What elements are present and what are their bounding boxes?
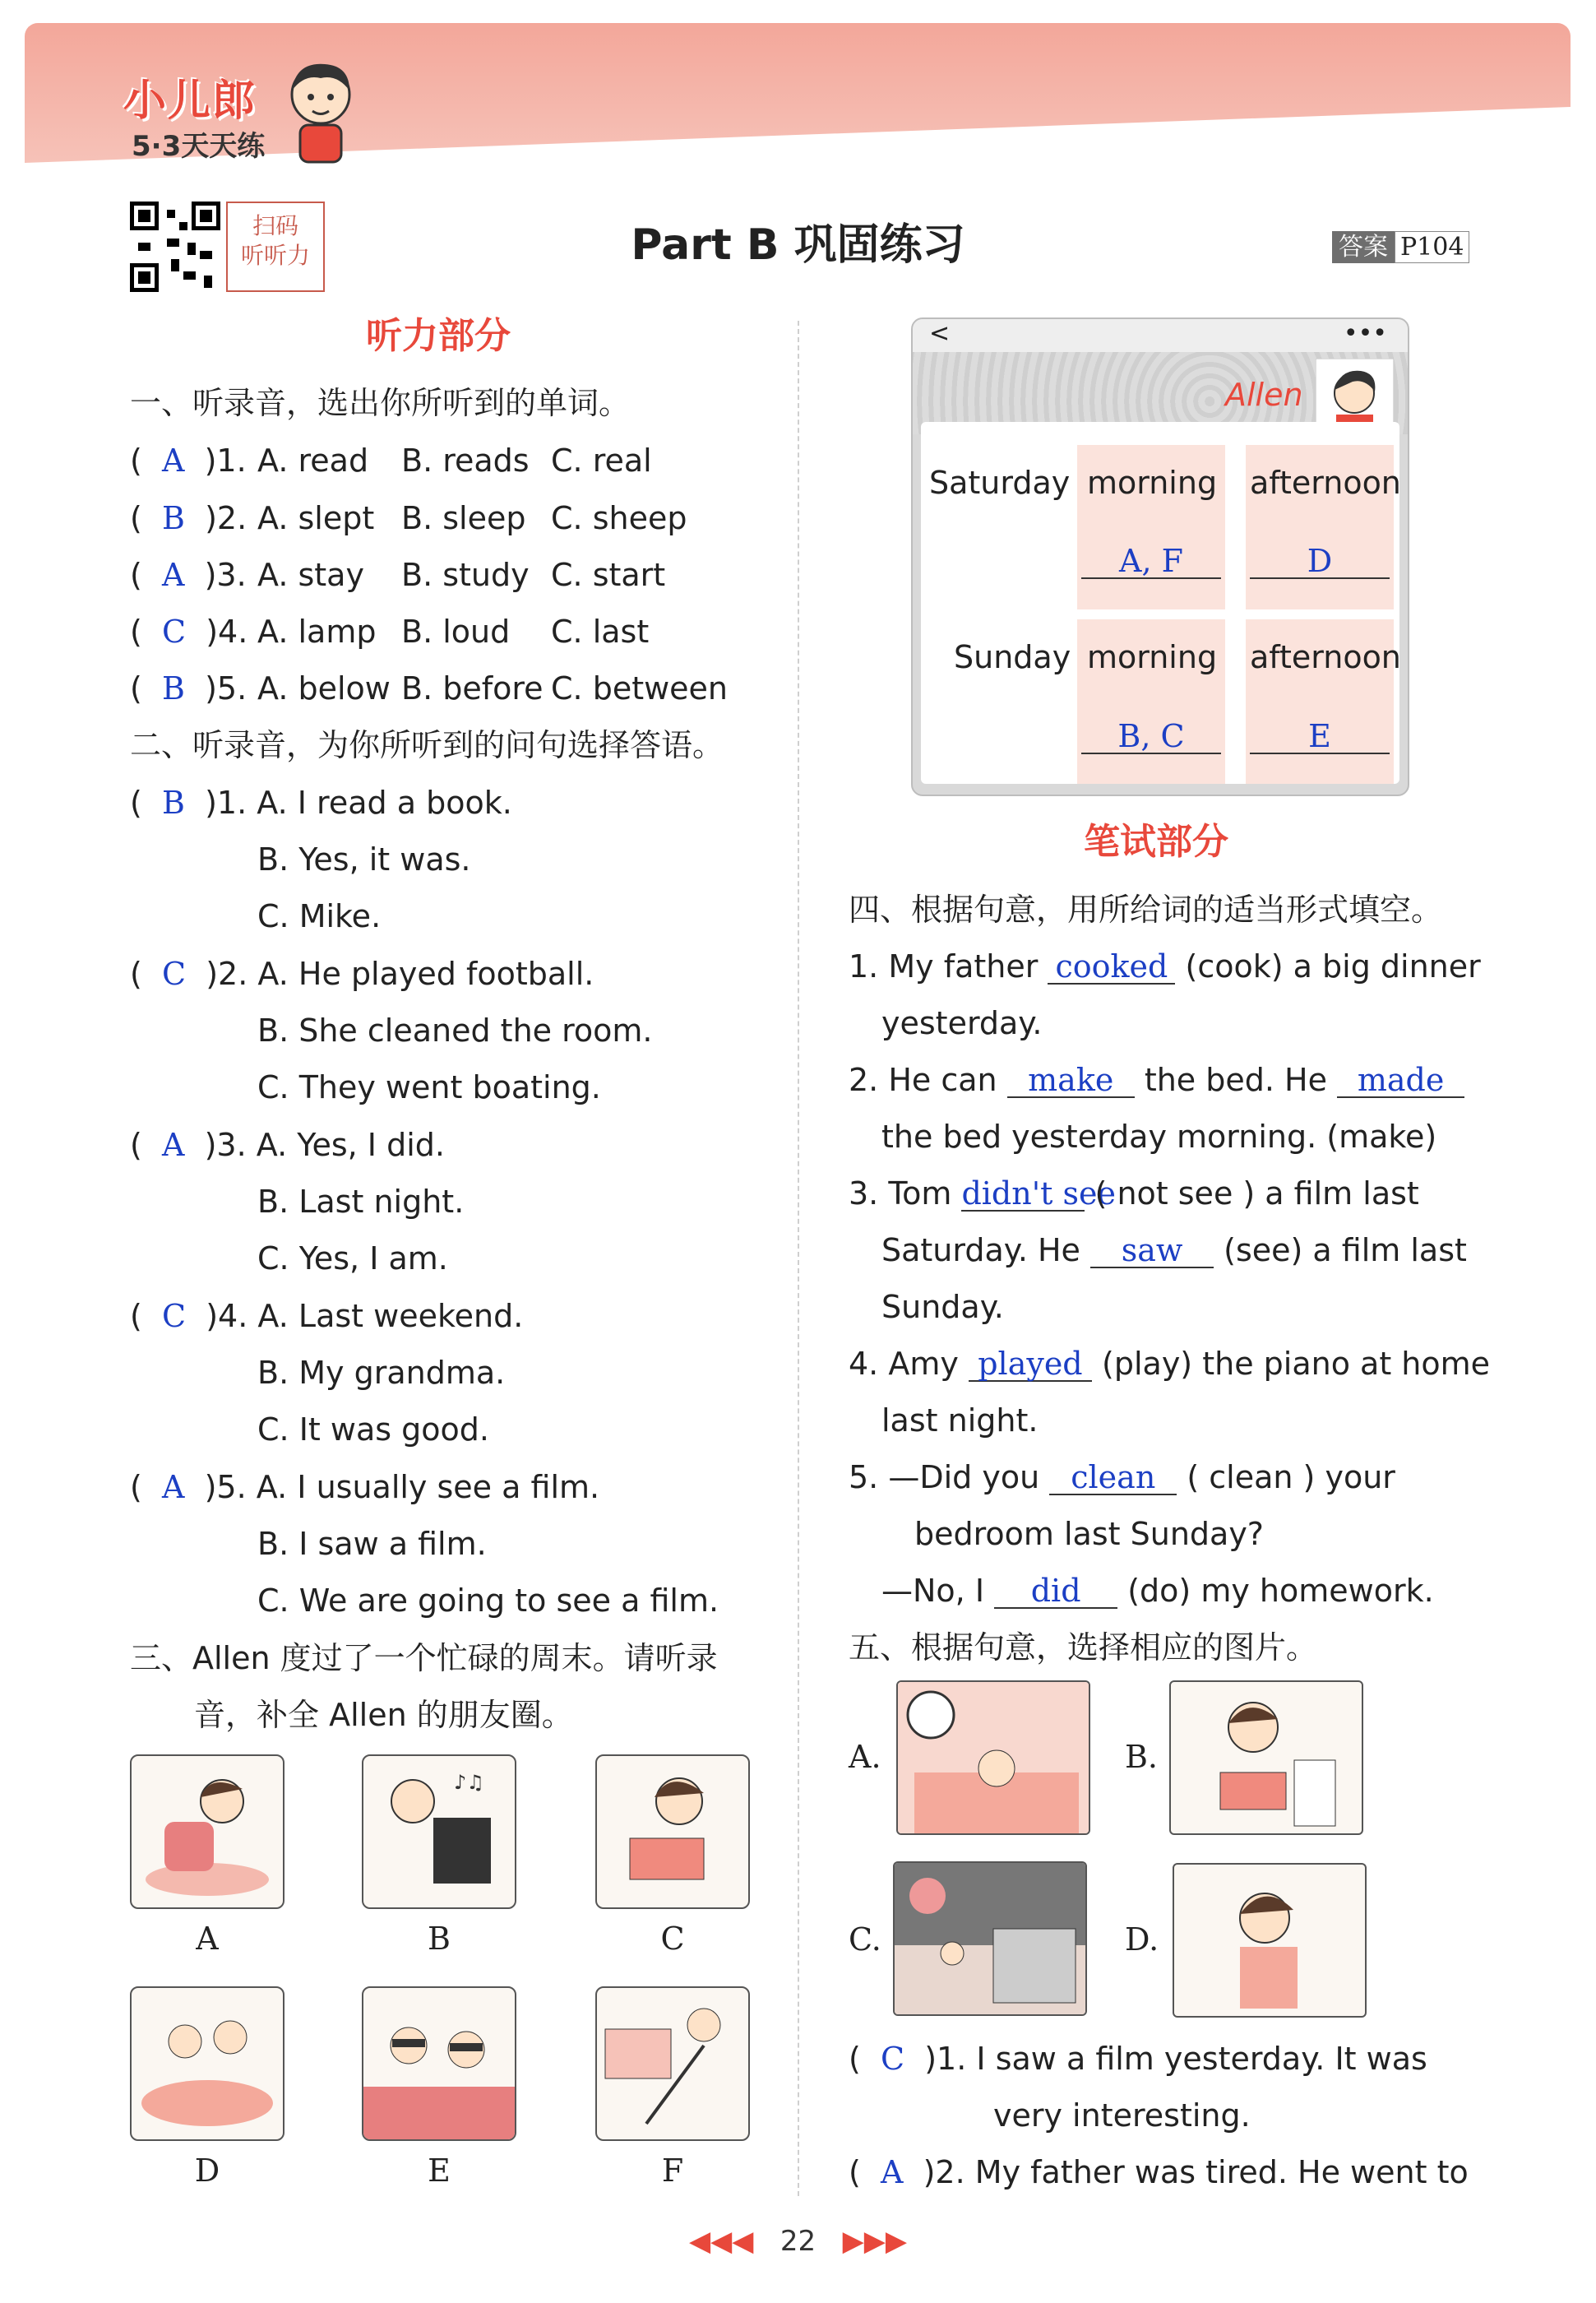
page-number: 22 xyxy=(779,2225,817,2258)
part2-heading: 二、听录音，为你所听到的问句选择答语。 xyxy=(130,727,724,763)
list-item: ( C )4. A. Last weekend. xyxy=(130,1298,524,1334)
option-a: A. lamp xyxy=(257,614,377,650)
writing-section-title: 笔试部分 xyxy=(1084,821,1228,863)
option-b: B. I saw a film. xyxy=(257,1526,487,1562)
list-item: ( B )1. A. I read a book. xyxy=(130,785,512,821)
answer-blank[interactable]: saw xyxy=(1090,1234,1214,1268)
option-a: A. Last weekend. xyxy=(257,1298,524,1334)
option-b: B. reads xyxy=(401,443,530,479)
q-text: bedroom last Sunday? xyxy=(914,1516,1264,1552)
item-number: )4. xyxy=(206,614,248,650)
option-a: A. stay xyxy=(257,557,364,593)
slot-label: afternoon xyxy=(1250,465,1401,501)
list-item: ( A )3. A. stay B. study C. start xyxy=(130,557,666,593)
slot-label: morning xyxy=(1087,465,1218,501)
option-a: A. below xyxy=(257,670,391,707)
q3-line-2 xyxy=(881,1230,1467,1270)
option-c: C. last xyxy=(551,614,650,650)
next-arrows-icon[interactable]: ▶▶▶ xyxy=(842,2225,908,2258)
q-text: (see) a film last xyxy=(1224,1232,1467,1268)
q3-line xyxy=(849,1174,1419,1213)
q-text: 3. Tom xyxy=(849,1175,952,1212)
list-item: ( C )2. A. He played football. xyxy=(130,956,594,992)
q-text: very interesting. xyxy=(993,2097,1251,2134)
answer-blank[interactable]: did xyxy=(994,1574,1117,1609)
option-b: B. My grandma. xyxy=(257,1355,506,1391)
picture-reading-book xyxy=(595,1754,750,1909)
listen-text: 听听力 xyxy=(240,242,310,269)
profile-name: Allen xyxy=(1225,377,1303,413)
back-icon[interactable]: < xyxy=(929,319,951,348)
mascot-icon xyxy=(280,58,362,164)
answer: A xyxy=(880,2154,904,2190)
option-a: A. He played football. xyxy=(257,956,594,992)
list-item: ( C )4. A. lamp B. loud C. last xyxy=(130,614,650,650)
answer-blank[interactable]: make xyxy=(1007,1063,1135,1098)
listening-section-title: 听力部分 xyxy=(366,315,511,357)
q-text: —No, I xyxy=(881,1573,985,1609)
item-number: )1. xyxy=(924,2041,967,2077)
option-c: C. real xyxy=(551,443,652,479)
option-c: C. It was good. xyxy=(257,1411,489,1448)
picture-label: B. xyxy=(1125,1739,1159,1775)
option-b: B. She cleaned the room. xyxy=(257,1012,653,1049)
option-c: C. Mike. xyxy=(257,898,382,934)
q1-line xyxy=(849,947,1481,986)
list-item: ( A )3. A. Yes, I did. xyxy=(130,1127,445,1163)
series-name: 5·3天天练 xyxy=(132,130,266,163)
picture-label: C. xyxy=(849,1921,881,1958)
q5-line-3 xyxy=(881,1571,1434,1610)
q-text: 2. He can xyxy=(849,1062,997,1098)
allen-moments-card xyxy=(911,317,1409,796)
list-item: ( A )1. A. read B. reads C. real xyxy=(130,443,652,479)
answer: A xyxy=(161,557,185,593)
answer: C xyxy=(880,2041,905,2077)
slot-label: morning xyxy=(1087,639,1218,675)
q-text: 5. —Did you xyxy=(849,1459,1040,1495)
q-text: last night. xyxy=(881,1402,1039,1439)
q-text: I saw a film yesterday. It was xyxy=(976,2041,1427,2077)
option-b: B. sleep xyxy=(401,500,526,536)
q4-line xyxy=(849,1344,1490,1383)
q-text: the bed. He xyxy=(1144,1062,1328,1098)
answer: C xyxy=(161,1298,187,1334)
moments-body xyxy=(921,422,1399,784)
answer: A xyxy=(161,443,185,479)
scan-text: 扫码 xyxy=(252,212,298,239)
q-text: ( not see ) a film last xyxy=(1094,1175,1419,1212)
part5-heading: 五、根据句意，选择相应的图片。 xyxy=(849,1629,1318,1666)
answer-label: 答案 xyxy=(1332,231,1395,263)
option-c: C. between xyxy=(551,670,729,707)
option-c: C. They went boating. xyxy=(257,1069,601,1105)
q-text: Sunday. xyxy=(881,1289,1004,1325)
picture-label: C xyxy=(660,1921,685,1957)
answer-blank[interactable]: D xyxy=(1250,544,1390,579)
picture-girl-sick xyxy=(1173,1863,1367,2018)
picture-watching-film xyxy=(893,1861,1087,2016)
answer: A xyxy=(161,1127,185,1163)
option-b: B. loud xyxy=(401,614,511,650)
part5-q1: ( C )1. I saw a film yesterday. It was xyxy=(849,2041,1427,2077)
slot-label: afternoon xyxy=(1250,639,1401,675)
part5-q2: ( A )2. My father was tired. He went to xyxy=(849,2154,1469,2190)
item-number: )2. xyxy=(923,2154,965,2190)
picture-boating xyxy=(130,1986,285,2141)
picture-cinema xyxy=(362,1986,516,2141)
svg-text:♪♫: ♪♫ xyxy=(454,1771,484,1794)
picture-label: B xyxy=(428,1921,451,1957)
item-number: )5. xyxy=(204,1469,247,1505)
column-divider xyxy=(798,321,799,2196)
answer: C xyxy=(161,614,187,650)
part3-heading-cont: 音，补全 Allen 的朋友圈。 xyxy=(194,1697,573,1733)
option-c: C. We are going to see a film. xyxy=(257,1582,719,1619)
picture-label: D. xyxy=(1125,1921,1159,1958)
answer: B xyxy=(161,670,185,707)
option-a: A. read xyxy=(257,443,369,479)
item-number: )2. xyxy=(206,956,248,992)
answer-blank[interactable]: E xyxy=(1250,720,1390,754)
list-item: ( A )5. A. I usually see a film. xyxy=(130,1469,600,1505)
answer: B xyxy=(161,785,185,821)
item-number: )4. xyxy=(206,1298,248,1334)
q-text: (cook) a big dinner xyxy=(1185,948,1481,985)
picture-sleeping xyxy=(896,1680,1090,1835)
answer-blank[interactable]: B, C xyxy=(1081,720,1221,754)
option-b: B. study xyxy=(401,557,530,593)
picture-label: E xyxy=(428,2152,451,2189)
item-number: )2. xyxy=(205,500,247,536)
picture-label: A. xyxy=(849,1739,881,1775)
option-c: C. Yes, I am. xyxy=(257,1240,448,1277)
option-a: A. slept xyxy=(257,500,375,536)
q-text: (play) the piano at home xyxy=(1102,1346,1491,1382)
answer: C xyxy=(161,956,187,992)
part4-heading: 四、根据句意，用所给词的适当形式填空。 xyxy=(849,892,1443,928)
item-number: )5. xyxy=(205,670,247,707)
option-a: A. I read a book. xyxy=(257,785,512,821)
q5-line xyxy=(849,1457,1395,1497)
day-label: Saturday xyxy=(929,465,1071,501)
picture-label: F xyxy=(661,2152,684,2189)
answer-blank[interactable]: made xyxy=(1337,1063,1464,1098)
option-a: A. Yes, I did. xyxy=(256,1127,445,1163)
answer-blank[interactable]: didn't see xyxy=(961,1175,1117,1212)
day-label: Sunday xyxy=(954,639,1071,675)
page-footer xyxy=(0,2225,1596,2258)
list-item: ( B )5. A. below B. before C. between xyxy=(130,670,729,707)
item-number: )3. xyxy=(204,557,247,593)
option-b: B. Last night. xyxy=(257,1184,465,1220)
answer-blank[interactable]: cooked xyxy=(1048,950,1175,985)
q-text: (do) my homework. xyxy=(1127,1573,1434,1609)
answer-page: P104 xyxy=(1395,231,1469,263)
item-number: )3. xyxy=(204,1127,247,1163)
picture-sweeping xyxy=(595,1986,750,2141)
q-text: yesterday. xyxy=(881,1005,1043,1041)
q2-line xyxy=(849,1060,1464,1100)
answer-reference xyxy=(1332,226,1469,262)
answer-blank[interactable]: A, F xyxy=(1081,544,1221,579)
answer-blank[interactable]: played xyxy=(969,1347,1092,1382)
picture-reading xyxy=(1169,1680,1363,1835)
option-c: C. start xyxy=(551,557,666,593)
option-c: C. sheep xyxy=(551,500,687,536)
picture-playing-music xyxy=(362,1754,516,1909)
picture-label: A xyxy=(196,1921,219,1957)
item-number: )1. xyxy=(205,785,247,821)
item-number: )1. xyxy=(204,443,247,479)
answer-blank[interactable]: clean xyxy=(1049,1461,1177,1495)
phone-top-bar xyxy=(913,319,1408,352)
q-text: 4. Amy xyxy=(849,1346,959,1382)
q-text: the bed yesterday morning. (make) xyxy=(881,1119,1437,1155)
part1-heading: 一、听录音，选出你所听到的单词。 xyxy=(130,385,631,421)
picture-washing-clothes xyxy=(130,1754,285,1909)
more-icon[interactable]: ••• xyxy=(1343,319,1387,348)
part3-heading: 三、Allen 度过了一个忙碌的周末。请听录 xyxy=(130,1640,718,1676)
option-b: B. Yes, it was. xyxy=(257,841,471,878)
page-title: Part B 巩固练习 xyxy=(631,220,965,270)
logo: 小儿郎 xyxy=(123,76,257,126)
list-item: ( B )2. A. slept B. sleep C. sheep xyxy=(130,500,687,536)
q-text: Saturday. He xyxy=(881,1232,1080,1268)
answer: B xyxy=(161,500,185,536)
option-b: B. before xyxy=(401,670,544,707)
q-text: ( clean ) your xyxy=(1187,1459,1395,1495)
option-a: A. I usually see a film. xyxy=(256,1469,600,1505)
answer: A xyxy=(161,1469,185,1505)
q-text: 1. My father xyxy=(849,948,1039,985)
prev-arrows-icon[interactable]: ◀◀◀ xyxy=(688,2225,754,2258)
picture-label: D xyxy=(194,2152,220,2189)
q-text: My father was tired. He went to xyxy=(974,2154,1469,2190)
